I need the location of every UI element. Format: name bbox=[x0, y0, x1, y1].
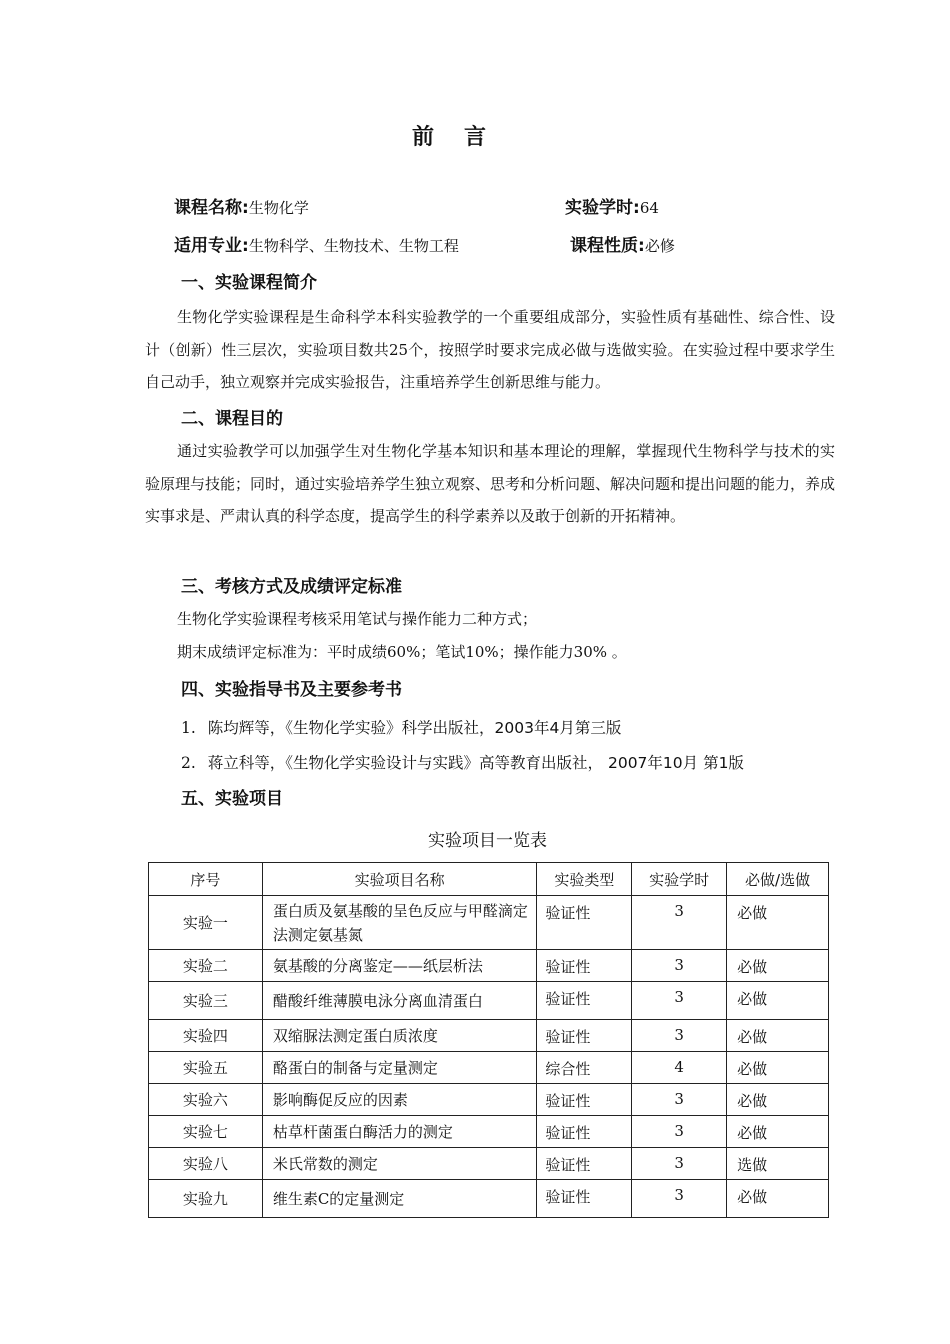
row-hours: 3 bbox=[632, 1020, 727, 1052]
course-name-row bbox=[174, 193, 309, 218]
row-required: 必做 bbox=[727, 1180, 829, 1218]
header-required: 必做/选做 bbox=[727, 863, 829, 896]
row-project-name: 氨基酸的分离鉴定——纸层析法 bbox=[262, 950, 537, 982]
row-project-name: 醋酸纤维薄膜电泳分离血清蛋白 bbox=[262, 982, 537, 1020]
section-2-paragraph: 通过实验教学可以加强学生对生物化学基本知识和基本理论的理解，掌握现代生物科学与技术的实验原理与技能；同时，通过实验培养学生独立观察、思考和分析问题、解决问题和提出问题的能力，养成实事求是、严肃认真的科学态度，提高学生的科学素养以及敢于创新的开拓精神。 bbox=[145, 442, 836, 525]
row-project-name: 蛋白质及氨基酸的呈色反应与甲醛滴定法测定氨基氮 bbox=[262, 896, 537, 950]
row-type: 验证性 bbox=[537, 1116, 632, 1148]
table-row bbox=[149, 1116, 829, 1148]
page-title-char-1: 前 bbox=[411, 125, 436, 150]
assessment-line-1: 生物化学实验课程考核采用笔试与操作能力二种方式； bbox=[177, 610, 538, 628]
table-row bbox=[149, 1052, 829, 1084]
row-hours: 3 bbox=[632, 950, 727, 982]
major-value: 生物科学、生物技术、生物工程 bbox=[248, 237, 459, 255]
row-project-name: 影响酶促反应的因素 bbox=[262, 1084, 537, 1116]
major-row bbox=[174, 231, 459, 256]
table-row bbox=[149, 896, 829, 950]
nature-label: 课程性质: bbox=[570, 236, 645, 256]
section-1-paragraph: 生物化学实验课程是生命科学本科实验教学的一个重要组成部分，实验性质有基础性、综合性、设计（创新）性三层次，实验项目数共25个，按照学时要求完成必做与选做实验。在实验过程中要求学生自己动手，独立观察并完成实验报告，注重培养学生创新思维与能力。 bbox=[145, 308, 835, 391]
table-row bbox=[149, 1148, 829, 1180]
row-index: 实验五 bbox=[149, 1052, 263, 1084]
hours-value: 64 bbox=[639, 199, 659, 217]
row-required: 必做 bbox=[727, 1116, 829, 1148]
row-type: 验证性 bbox=[537, 982, 632, 1020]
row-project-name: 枯草杆菌蛋白酶活力的测定 bbox=[262, 1116, 537, 1148]
table-header-row bbox=[149, 863, 829, 896]
page-title-char-2: 言 bbox=[464, 125, 489, 150]
header-hours: 实验学时 bbox=[632, 863, 727, 896]
row-index: 实验九 bbox=[149, 1180, 263, 1218]
row-required: 必做 bbox=[727, 896, 829, 950]
table-caption: 实验项目一览表 bbox=[428, 831, 547, 851]
row-type: 验证性 bbox=[537, 1180, 632, 1218]
table-row bbox=[149, 1020, 829, 1052]
nature-row bbox=[570, 231, 675, 256]
course-name-label: 课程名称: bbox=[174, 198, 249, 218]
row-type: 综合性 bbox=[537, 1052, 632, 1084]
row-hours: 3 bbox=[632, 1148, 727, 1180]
reference-1 bbox=[181, 716, 621, 738]
row-index: 实验八 bbox=[149, 1148, 263, 1180]
reference-2-number: 2. bbox=[181, 754, 196, 772]
experiment-table bbox=[148, 862, 829, 1218]
row-hours: 3 bbox=[632, 1180, 727, 1218]
row-project-name: 双缩脲法测定蛋白质浓度 bbox=[262, 1020, 537, 1052]
reference-2 bbox=[181, 751, 744, 773]
row-required: 必做 bbox=[727, 1084, 829, 1116]
row-index: 实验二 bbox=[149, 950, 263, 982]
row-type: 验证性 bbox=[537, 950, 632, 982]
row-hours: 3 bbox=[632, 1084, 727, 1116]
row-index: 实验一 bbox=[149, 896, 263, 950]
hours-label: 实验学时: bbox=[565, 198, 640, 218]
row-index: 实验三 bbox=[149, 982, 263, 1020]
row-hours: 3 bbox=[632, 982, 727, 1020]
table-row bbox=[149, 1180, 829, 1218]
table-row bbox=[149, 1084, 829, 1116]
row-index: 实验七 bbox=[149, 1116, 263, 1148]
reference-1-number: 1. bbox=[181, 719, 196, 737]
section-heading-4: 四、实验指导书及主要参考书 bbox=[181, 680, 402, 700]
row-project-name: 维生素C的定量测定 bbox=[262, 1180, 537, 1218]
row-required: 必做 bbox=[727, 1020, 829, 1052]
course-name-value: 生物化学 bbox=[248, 199, 309, 217]
hours-row bbox=[565, 193, 659, 218]
section-heading-5: 五、实验项目 bbox=[181, 789, 283, 809]
row-hours: 3 bbox=[632, 896, 727, 950]
section-heading-2: 二、课程目的 bbox=[181, 409, 283, 429]
row-hours: 4 bbox=[632, 1052, 727, 1084]
row-index: 实验四 bbox=[149, 1020, 263, 1052]
header-index: 序号 bbox=[149, 863, 263, 896]
section-heading-1: 一、实验课程简介 bbox=[181, 273, 317, 293]
row-type: 验证性 bbox=[537, 1020, 632, 1052]
header-type: 实验类型 bbox=[537, 863, 632, 896]
row-index: 实验六 bbox=[149, 1084, 263, 1116]
table-row bbox=[149, 982, 829, 1020]
section-heading-3: 三、考核方式及成绩评定标准 bbox=[181, 577, 402, 597]
row-required: 选做 bbox=[727, 1148, 829, 1180]
row-required: 必做 bbox=[727, 982, 829, 1020]
row-hours: 3 bbox=[632, 1116, 727, 1148]
table-row bbox=[149, 950, 829, 982]
reference-2-text: 蒋立科等，《生物化学实验设计与实践》高等教育出版社， 2007年10月 第1版 bbox=[207, 754, 744, 772]
row-type: 验证性 bbox=[537, 896, 632, 950]
row-project-name: 酪蛋白的制备与定量测定 bbox=[262, 1052, 537, 1084]
assessment-line-2: 期末成绩评定标准为：平时成绩60%；笔试10%；操作能力30% 。 bbox=[177, 643, 627, 661]
row-required: 必做 bbox=[727, 950, 829, 982]
major-label: 适用专业: bbox=[174, 236, 249, 256]
row-type: 验证性 bbox=[537, 1148, 632, 1180]
row-project-name: 米氏常数的测定 bbox=[262, 1148, 537, 1180]
reference-1-text: 陈均辉等，《生物化学实验》科学出版社，2003年4月第三版 bbox=[207, 719, 622, 737]
nature-value: 必修 bbox=[644, 237, 675, 255]
row-required: 必做 bbox=[727, 1052, 829, 1084]
row-type: 验证性 bbox=[537, 1084, 632, 1116]
header-project-name: 实验项目名称 bbox=[262, 863, 537, 896]
page-title bbox=[0, 120, 900, 151]
